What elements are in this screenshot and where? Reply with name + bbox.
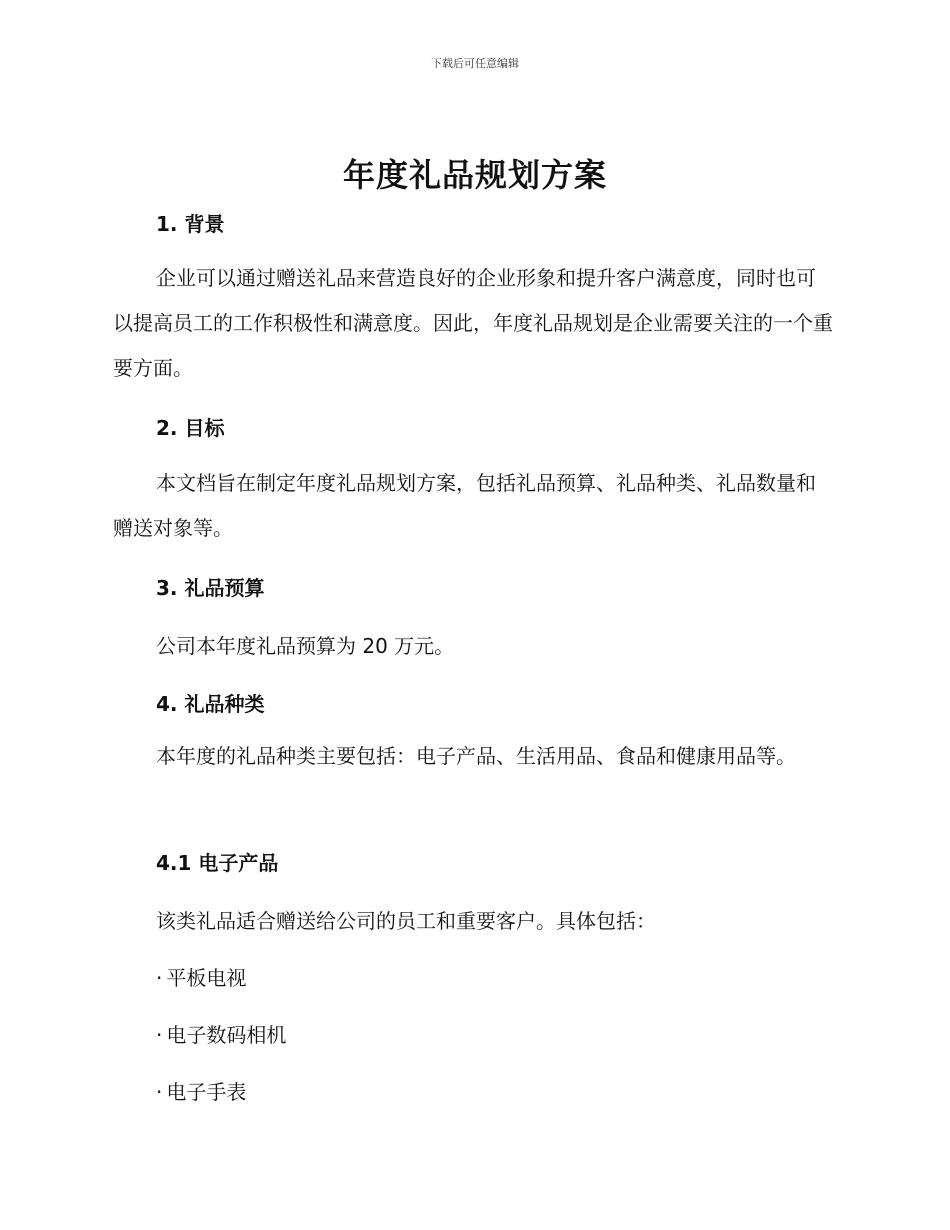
list-item-label: 平板电视 xyxy=(166,966,247,990)
section-body-goal: 本文档旨在制定年度礼品规划方案，包括礼品预算、礼品种类、礼品数量和赠送对象等。 xyxy=(113,471,816,540)
section-body-electronics: 该类礼品适合赠送给公司的员工和重要客户。具体包括： xyxy=(156,909,656,933)
bullet-dot-icon: · xyxy=(156,966,163,990)
list-item-label: 电子数码相机 xyxy=(166,1023,287,1047)
list-item xyxy=(156,1019,286,1048)
list-item xyxy=(156,1076,246,1105)
section-body-background: 企业可以通过赠送礼品来营造良好的企业形象和提升客户满意度，同时也可以提高员工的工作积极性和满意度。因此，年度礼品规划是企业需要关注的一个重要方面。 xyxy=(113,266,833,380)
list-item xyxy=(156,962,246,991)
section-body-categories: 本年度的礼品种类主要包括：电子产品、生活用品、食品和健康用品等。 xyxy=(156,744,796,768)
bullet-dot-icon: · xyxy=(156,1080,163,1104)
section-heading-electronics: 4.1 电子产品 xyxy=(156,851,279,875)
section-heading-background: 1. 背景 xyxy=(156,212,225,236)
document-title: 年度礼品规划方案 xyxy=(342,156,607,194)
section-heading-budget: 3. 礼品预算 xyxy=(156,576,265,600)
header-note: 下载后可任意编辑 xyxy=(431,57,519,70)
section-heading-goal: 2. 目标 xyxy=(156,416,225,440)
section-heading-categories: 4. 礼品种类 xyxy=(156,692,265,716)
section-body-budget: 公司本年度礼品预算为 20 万元。 xyxy=(156,634,455,658)
bullet-dot-icon: · xyxy=(156,1023,163,1047)
list-item-label: 电子手表 xyxy=(166,1080,247,1104)
